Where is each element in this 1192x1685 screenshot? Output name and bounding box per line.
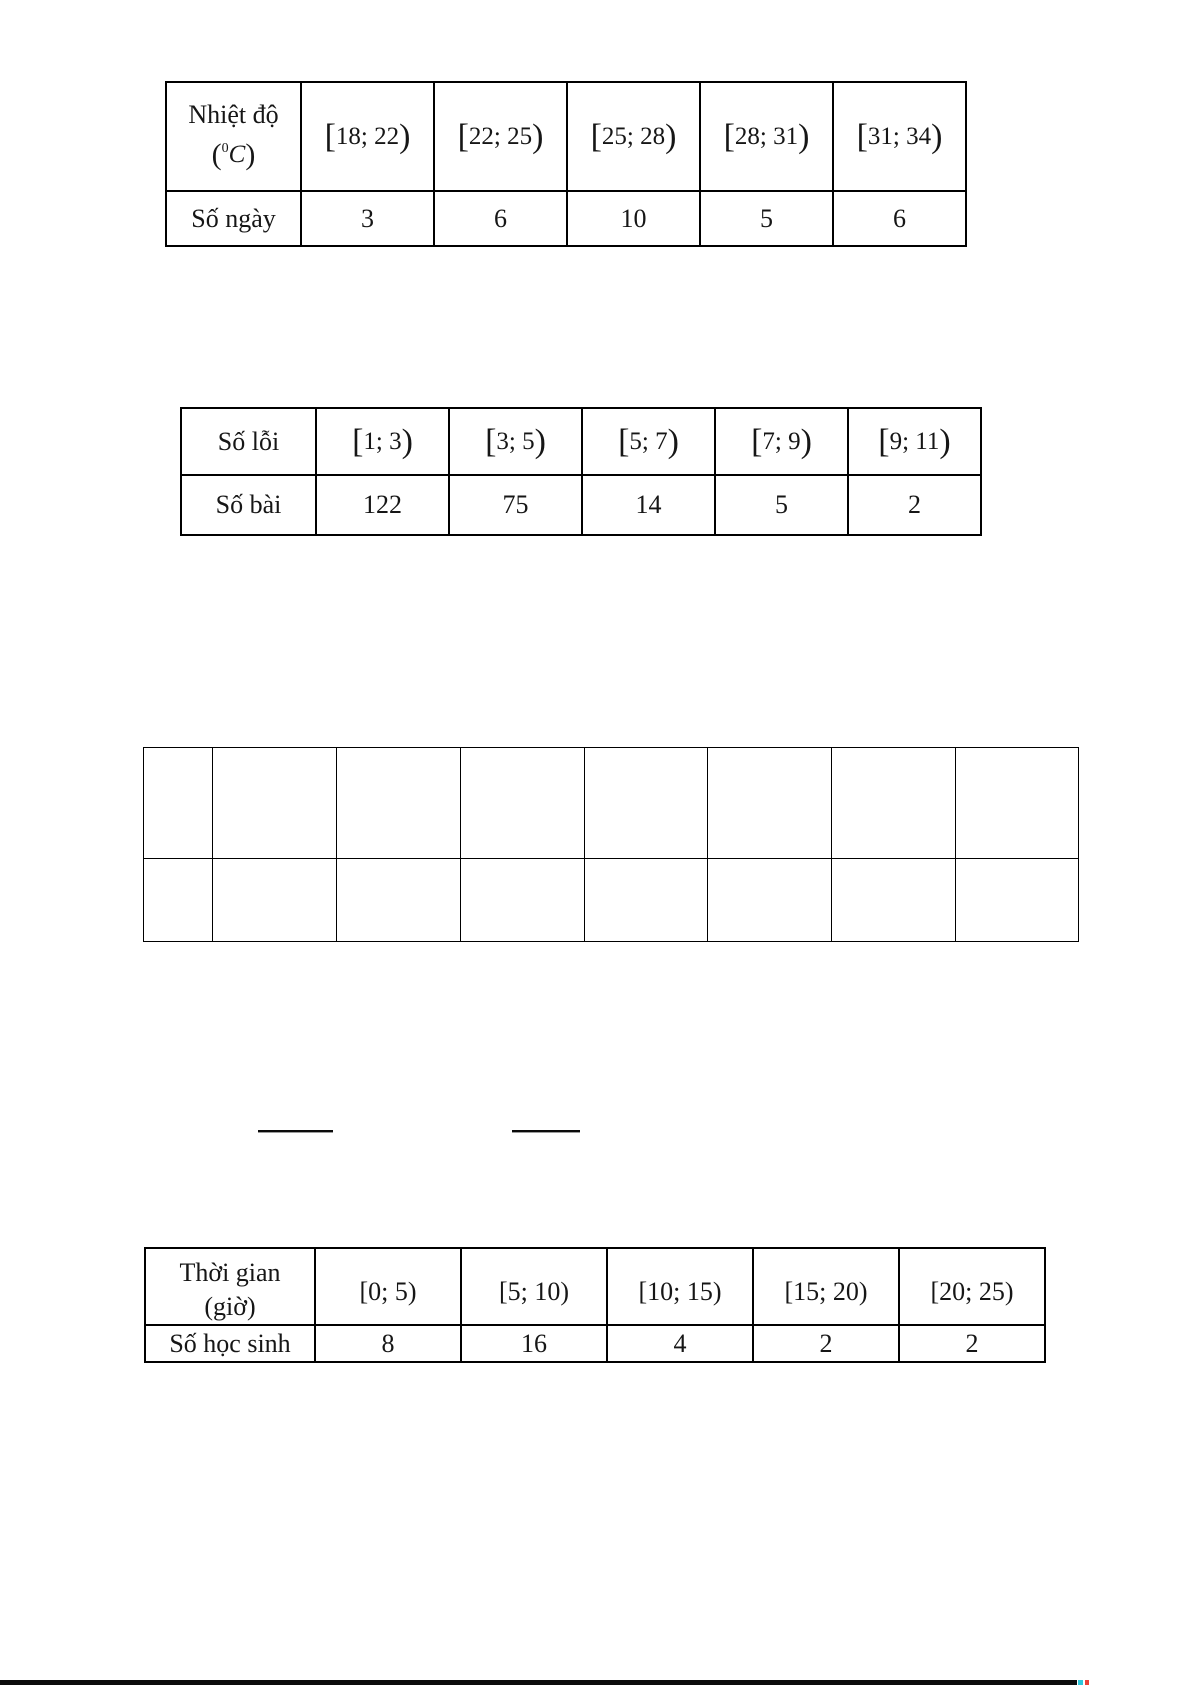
empty-cell (144, 859, 213, 942)
bracket-open: [ (856, 117, 868, 155)
errors-header-label-cell: Số lỗi (181, 408, 316, 475)
interval-cell (700, 82, 833, 191)
bracket-open: [ (618, 422, 630, 460)
empty-cell (461, 859, 585, 942)
interval-cell: [15; 20) (753, 1248, 899, 1325)
value-cell: 3 (301, 191, 434, 246)
empty-cell (585, 859, 708, 942)
cursor-speck-red (1085, 1680, 1089, 1685)
interval-cell: [0; 5) (315, 1248, 461, 1325)
empty-cell (213, 859, 337, 942)
bracket-open: [ (878, 422, 890, 460)
empty-cell (956, 859, 1079, 942)
interval-body: 1; 3 (363, 427, 402, 455)
interval-cell (715, 408, 848, 475)
bracket-close: ) (931, 117, 943, 155)
value-cell: 2 (899, 1325, 1045, 1362)
interval-body: 3; 5 (496, 427, 535, 455)
superscript-zero: 0 (221, 141, 229, 156)
temperature-label-line1: Nhiệt độ (188, 100, 279, 129)
interval-body: 18; 22 (335, 122, 400, 150)
value-cell: 14 (582, 475, 715, 535)
bracket-close: ) (798, 117, 810, 155)
value-cell: 16 (461, 1325, 607, 1362)
value-cell: 6 (833, 191, 966, 246)
empty-cell (213, 748, 337, 859)
bracket-close: ) (800, 422, 812, 460)
interval-cell (567, 82, 700, 191)
interval-body: 28; 31 (734, 122, 799, 150)
empty-cell (708, 859, 832, 942)
empty-cell (337, 748, 461, 859)
fill-blank-line-2 (512, 1130, 580, 1132)
interval-body: 25; 28 (601, 122, 666, 150)
row-label-cell: Số ngày (166, 191, 301, 246)
bracket-close: ) (667, 422, 679, 460)
empty-cell (956, 748, 1079, 859)
value-cell: 5 (715, 475, 848, 535)
value-cell: 4 (607, 1325, 753, 1362)
bracket-open: [ (485, 422, 497, 460)
interval-body: 9; 11 (889, 427, 940, 455)
value-cell: 8 (315, 1325, 461, 1362)
cursor-speck-cyan (1078, 1680, 1083, 1685)
bracket-open: [ (457, 117, 469, 155)
interval-cell: [10; 15) (607, 1248, 753, 1325)
bracket-close: ) (532, 117, 544, 155)
empty-cell (585, 748, 708, 859)
interval-cell (449, 408, 582, 475)
bracket-open: [ (590, 117, 602, 155)
value-cell: 122 (316, 475, 449, 535)
bracket-close: ) (401, 422, 413, 460)
interval-cell: [5; 10) (461, 1248, 607, 1325)
interval-cell (301, 82, 434, 191)
bracket-close: ) (665, 117, 677, 155)
time-label-line1: Thời gian (179, 1257, 281, 1287)
row-label-cell: Số học sinh (145, 1325, 315, 1362)
interval-cell (316, 408, 449, 475)
fill-blank-line-1 (258, 1130, 333, 1132)
open-paren: ( (211, 138, 222, 171)
close-paren: ) (245, 138, 256, 171)
value-cell: 6 (434, 191, 567, 246)
interval-cell (434, 82, 567, 191)
row-label-cell: Số bài (181, 475, 316, 535)
value-cell: 75 (449, 475, 582, 535)
empty-cell (708, 748, 832, 859)
blank-answer-table (143, 747, 1079, 942)
interval-cell (848, 408, 981, 475)
empty-cell (832, 859, 956, 942)
interval-body: 31; 34 (867, 122, 932, 150)
interval-body: 5; 7 (629, 427, 668, 455)
interval-cell: [20; 25) (899, 1248, 1045, 1325)
time-header-label-cell (145, 1248, 315, 1325)
empty-cell (144, 748, 213, 859)
bracket-open: [ (324, 117, 336, 155)
temperature-header-label-cell (166, 82, 301, 191)
bracket-open: [ (723, 117, 735, 155)
interval-cell (582, 408, 715, 475)
value-cell: 2 (848, 475, 981, 535)
value-cell: 2 (753, 1325, 899, 1362)
errors-frequency-table (180, 407, 982, 536)
interval-cell (833, 82, 966, 191)
time-label-line2: (giờ) (204, 1291, 256, 1321)
value-cell: 5 (700, 191, 833, 246)
window-bottom-edge (0, 1680, 1077, 1685)
empty-cell (337, 859, 461, 942)
time-frequency-table (144, 1247, 1046, 1363)
interval-body: 7; 9 (762, 427, 801, 455)
empty-cell (832, 748, 956, 859)
temperature-unit-line (167, 132, 300, 175)
temperature-frequency-table (165, 81, 967, 247)
interval-body: 22; 25 (468, 122, 533, 150)
empty-cell (461, 748, 585, 859)
bracket-close: ) (939, 422, 951, 460)
value-cell: 10 (567, 191, 700, 246)
celsius-symbol: C (228, 141, 246, 168)
bracket-close: ) (399, 117, 411, 155)
bracket-open: [ (352, 422, 364, 460)
bracket-open: [ (751, 422, 763, 460)
bracket-close: ) (534, 422, 546, 460)
